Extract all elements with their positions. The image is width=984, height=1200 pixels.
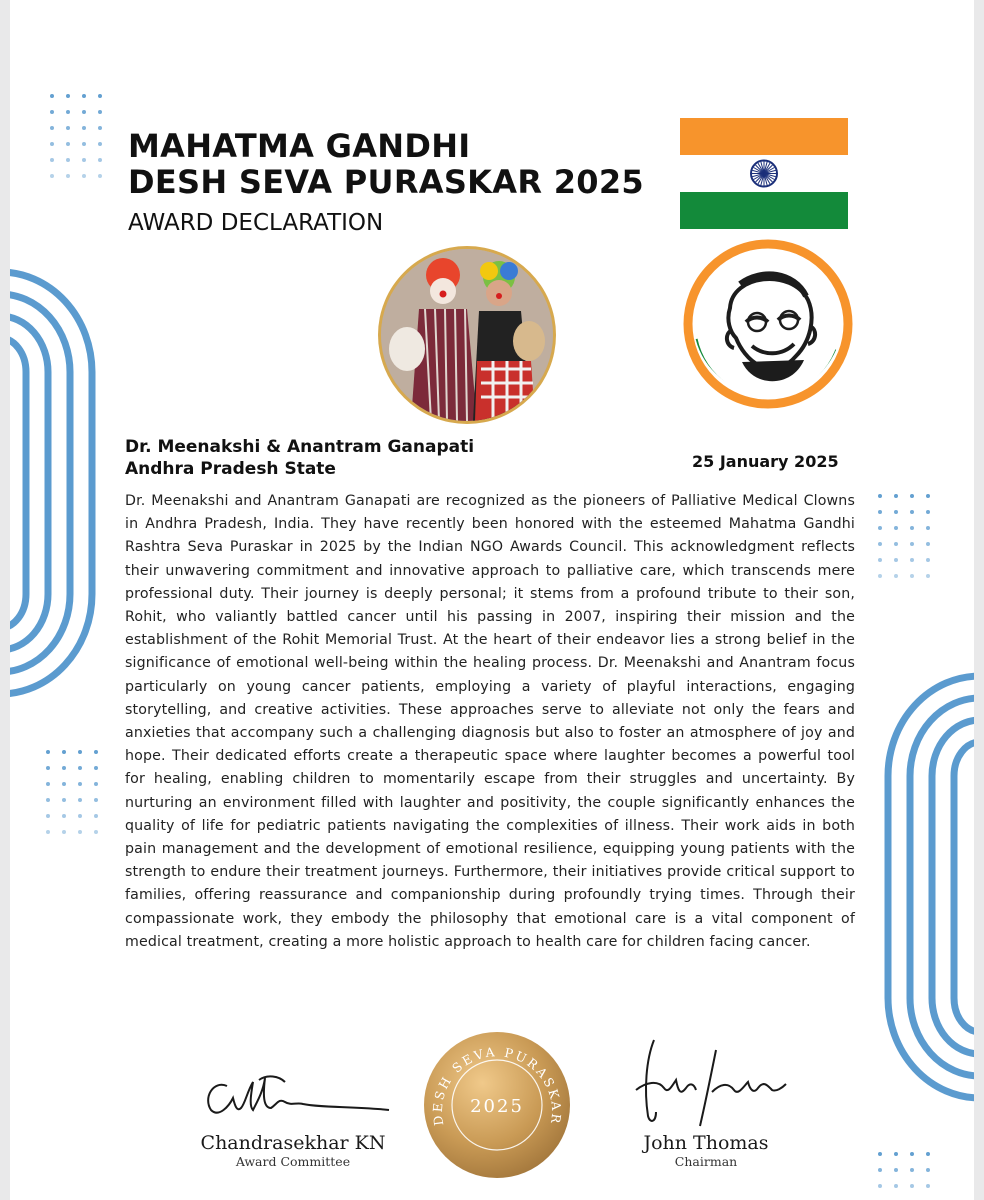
decorative-dot [82, 174, 86, 178]
decorative-dot [910, 526, 914, 530]
award-title-line1: MAHATMA GANDHI [128, 127, 471, 165]
decorative-dot [46, 830, 50, 834]
decorative-dot [62, 798, 66, 802]
decorative-dot [926, 510, 930, 514]
decorative-dot [878, 1168, 882, 1172]
signatory-left [178, 1058, 408, 1169]
decorative-dot [894, 494, 898, 498]
decorative-dot [926, 1152, 930, 1156]
decorative-dot [926, 1168, 930, 1172]
decorative-dot [910, 510, 914, 514]
decorative-dot [82, 110, 86, 114]
gandhi-portrait-icon [682, 238, 854, 410]
decorative-dot [926, 574, 930, 578]
recipient-names: Dr. Meenakshi & Anantram Ganapati [125, 437, 475, 457]
signatory-right-role: Chairman [674, 1154, 738, 1169]
decorative-dot [894, 526, 898, 530]
dot-grid-bottom-right [878, 1152, 930, 1188]
decorative-dot [50, 158, 54, 162]
decorative-dot [78, 830, 82, 834]
signatory-left-name: Chandrasekhar KN [200, 1132, 386, 1154]
decorative-dot [894, 510, 898, 514]
dot-grid-left-lower [46, 750, 98, 834]
signatory-right [616, 1030, 796, 1169]
decorative-dot [50, 94, 54, 98]
decorative-dot [878, 558, 882, 562]
signature-john-thomas [616, 1030, 796, 1128]
decorative-dot [66, 158, 70, 162]
award-date: 25 January 2025 [692, 452, 839, 471]
decorative-dot [66, 142, 70, 146]
decorative-dot [46, 798, 50, 802]
decorative-dot [894, 1152, 898, 1156]
dot-grid-top-left [50, 94, 102, 178]
signatory-left-role: Award Committee [235, 1154, 351, 1169]
decorative-dot [62, 766, 66, 770]
decorative-dot [926, 542, 930, 546]
decorative-dot [62, 814, 66, 818]
decorative-dot [66, 110, 70, 114]
decorative-dot [50, 126, 54, 130]
decorative-dot [82, 142, 86, 146]
award-title-line2: DESH SEVA PURASKAR 2025 [128, 163, 644, 201]
decorative-dot [878, 574, 882, 578]
decorative-dot [66, 174, 70, 178]
decorative-dot [50, 110, 54, 114]
signature-chandrasekhar [193, 1058, 393, 1128]
decorative-dot [98, 158, 102, 162]
decorative-dot [94, 814, 98, 818]
decorative-dot [94, 830, 98, 834]
decorative-dot [98, 94, 102, 98]
decorative-dot [46, 766, 50, 770]
decorative-dot [878, 542, 882, 546]
decorative-dot [894, 542, 898, 546]
decorative-dot [78, 798, 82, 802]
decorative-dot [878, 510, 882, 514]
decorative-dot [926, 526, 930, 530]
decorative-dot [78, 750, 82, 754]
decorative-dot [910, 1184, 914, 1188]
decorative-dot [894, 1168, 898, 1172]
decorative-dot [46, 814, 50, 818]
decorative-dot [94, 798, 98, 802]
decorative-dot [82, 158, 86, 162]
decorative-dot [878, 494, 882, 498]
decorative-dot [78, 766, 82, 770]
seal-arc-text: DESH SEVA PURASKAR [429, 1044, 565, 1127]
decorative-dot [62, 750, 66, 754]
decorative-dot [910, 542, 914, 546]
recipient-state: Andhra Pradesh State [125, 459, 336, 479]
decorative-dot [94, 766, 98, 770]
decorative-dot [926, 558, 930, 562]
decorative-dot [46, 782, 50, 786]
seal-year: 2025 [470, 1096, 524, 1117]
award-seal-icon [422, 1030, 572, 1180]
decorative-dot [66, 126, 70, 130]
decorative-dot [910, 494, 914, 498]
decorative-dot [50, 174, 54, 178]
decorative-dot [910, 1168, 914, 1172]
decorative-dot [78, 814, 82, 818]
award-declaration-page [10, 0, 974, 1200]
decorative-dot [878, 1184, 882, 1188]
decorative-dot [98, 126, 102, 130]
dot-grid-right-middle [878, 494, 930, 578]
decorative-dot [62, 782, 66, 786]
decorative-dot [98, 110, 102, 114]
decorative-dot [94, 782, 98, 786]
decorative-dot [94, 750, 98, 754]
decorative-dot [910, 558, 914, 562]
decorative-dot [46, 750, 50, 754]
decorative-dot [894, 1184, 898, 1188]
indian-flag-icon [680, 118, 848, 230]
recipient-info [125, 436, 545, 480]
decorative-dot [82, 94, 86, 98]
decorative-dot [926, 1184, 930, 1188]
decorative-dot [98, 174, 102, 178]
decorative-dot [878, 1152, 882, 1156]
award-citation-text: Dr. Meenakshi and Anantram Ganapati are recognized as the pioneers of Palliative Medical Clowns in Andhra Pradesh, India. They have recently been honored with the esteemed Mahatma Gandhi Rashtra Seva Puraskar in 2025 by the Indian NGO Awards Council. This acknowledgment reflects their unwavering commitment and innovative approach to palliative care, which transcends mere professional duty. Their journey is deeply personal; it stems from a profound tribute to their son, Rohit, who valiantly battled cancer until his passing in 2007, inspiring their mission and the establishment of the Rohit Memorial Trust. At the heart of their endeavor lies a strong belief in the significance of emotional well-being within the healing process. Dr. Meenakshi and Anantram focus particularly on young cancer patients, employing a variety of playful interactions, engaging storytelling, and creative activities. These approaches serve to alleviate not only the fears and anxieties that accompany such a challenging diagnosis but also to foster an atmosphere of joy and hope. Their dedicated efforts create a therapeutic space where laughter becomes a powerful tool for healing, enabling children to momentarily escape from their struggles and uncertainty. By nurturing an environment filled with laughter and positivity, the couple significantly enhances the quality of life for pediatric patients navigating the complexities of illness. Their work aids in both pain management and the development of emotional resilience, equipping young patients with the strength to endure their treatment journeys. Furthermore, their initiatives provide critical support to families, offering reassurance and companionship during profoundly trying times. Through their compassionate work, they embody the philosophy that emotional care is a vital component of medical treatment, creating a more holistic approach to health care for children facing cancer. [125, 493, 855, 950]
decorative-dot [926, 494, 930, 498]
decorative-dot [910, 1152, 914, 1156]
decorative-dot [62, 830, 66, 834]
award-title [128, 128, 668, 200]
recipients-photo [378, 246, 556, 424]
decorative-dot [50, 142, 54, 146]
decorative-arcs-left [10, 268, 110, 698]
decorative-dot [878, 526, 882, 530]
signatory-right-name: John Thomas [643, 1132, 769, 1154]
decorative-dot [98, 142, 102, 146]
award-subtitle: AWARD DECLARATION [128, 210, 384, 236]
decorative-dot [78, 782, 82, 786]
decorative-dot [82, 126, 86, 130]
decorative-dot [894, 558, 898, 562]
decorative-arcs-right [880, 672, 974, 1102]
decorative-dot [910, 574, 914, 578]
decorative-dot [894, 574, 898, 578]
decorative-dot [66, 94, 70, 98]
